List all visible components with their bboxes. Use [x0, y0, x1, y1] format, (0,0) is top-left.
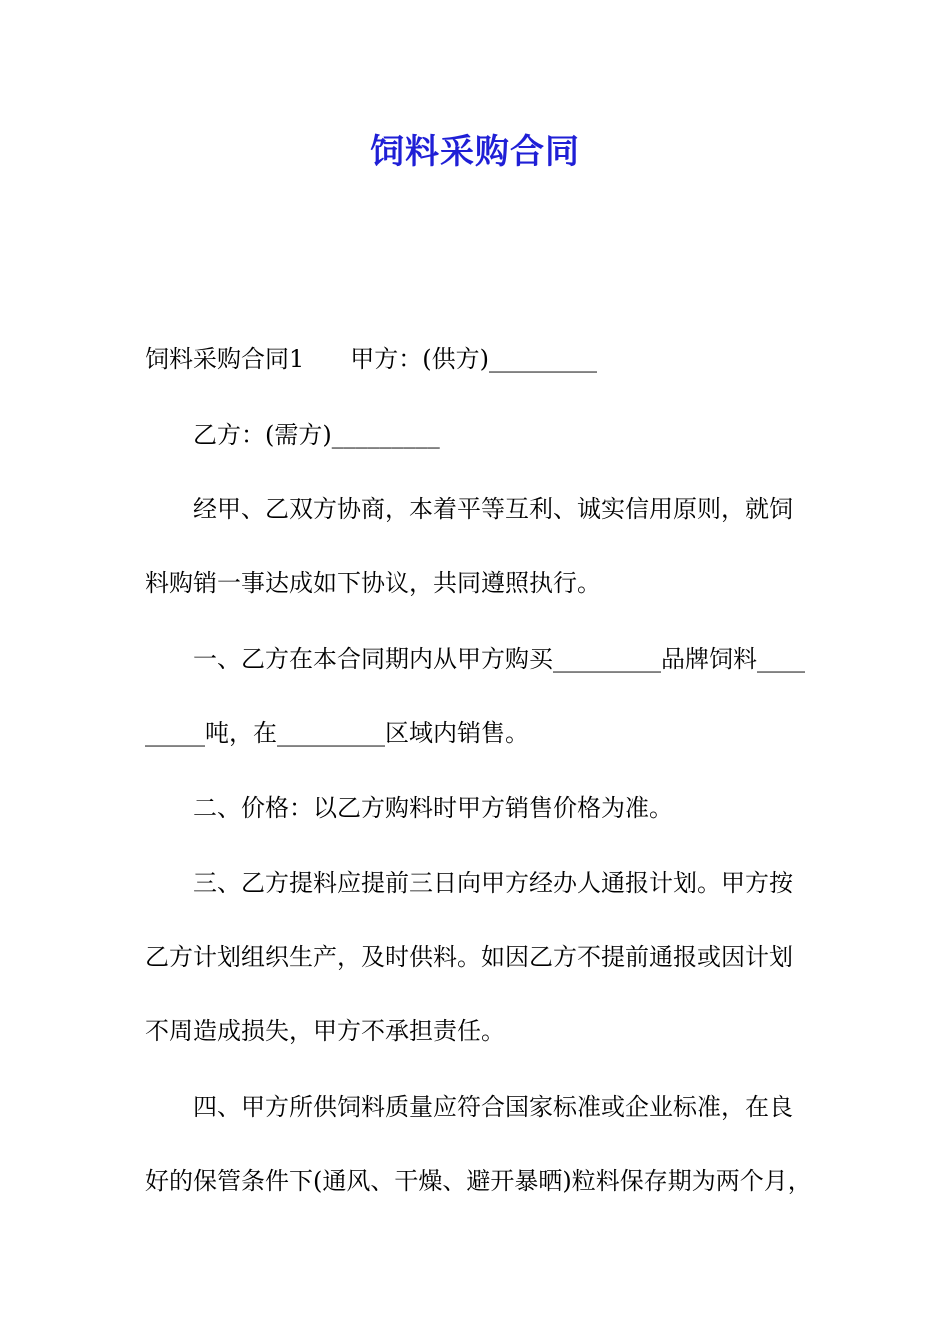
contract-header-line — [145, 342, 597, 376]
clause-3-line: 三、乙方提料应提前三日向甲方经办人通报计划。甲方按 — [193, 869, 793, 897]
clause-1-line: 一、乙方在本合同期内从甲方购买_________品牌饲料____ — [193, 645, 805, 673]
clause-3-line: 不周造成损失，甲方不承担责任。 — [145, 1017, 505, 1045]
document-title: 饲料采购合同 — [370, 132, 580, 172]
clause-3-line: 乙方计划组织生产，及时供料。如因乙方不提前通报或因计划 — [145, 943, 793, 971]
contract-number: 饲料采购合同1 — [145, 345, 305, 373]
party-b-field: 乙方：(需方)_________ — [193, 421, 440, 449]
clause-1-line: _____吨，在_________区域内销售。 — [145, 719, 529, 747]
clause-4-line: 四、甲方所供饲料质量应符合国家标准或企业标准，在良 — [193, 1093, 793, 1121]
party-a-field: 甲方：(供方)_________ — [350, 345, 598, 373]
clause-4-line: 好的保管条件下(通风、干燥、避开暴晒)粒料保存期为两个月， — [145, 1167, 812, 1195]
paragraph-line: 料购销一事达成如下协议，共同遵照执行。 — [145, 569, 601, 597]
clause-2-line: 二、价格：以乙方购料时甲方销售价格为准。 — [193, 794, 673, 822]
paragraph-line: 经甲、乙双方协商，本着平等互利、诚实信用原则，就饲 — [193, 495, 793, 523]
